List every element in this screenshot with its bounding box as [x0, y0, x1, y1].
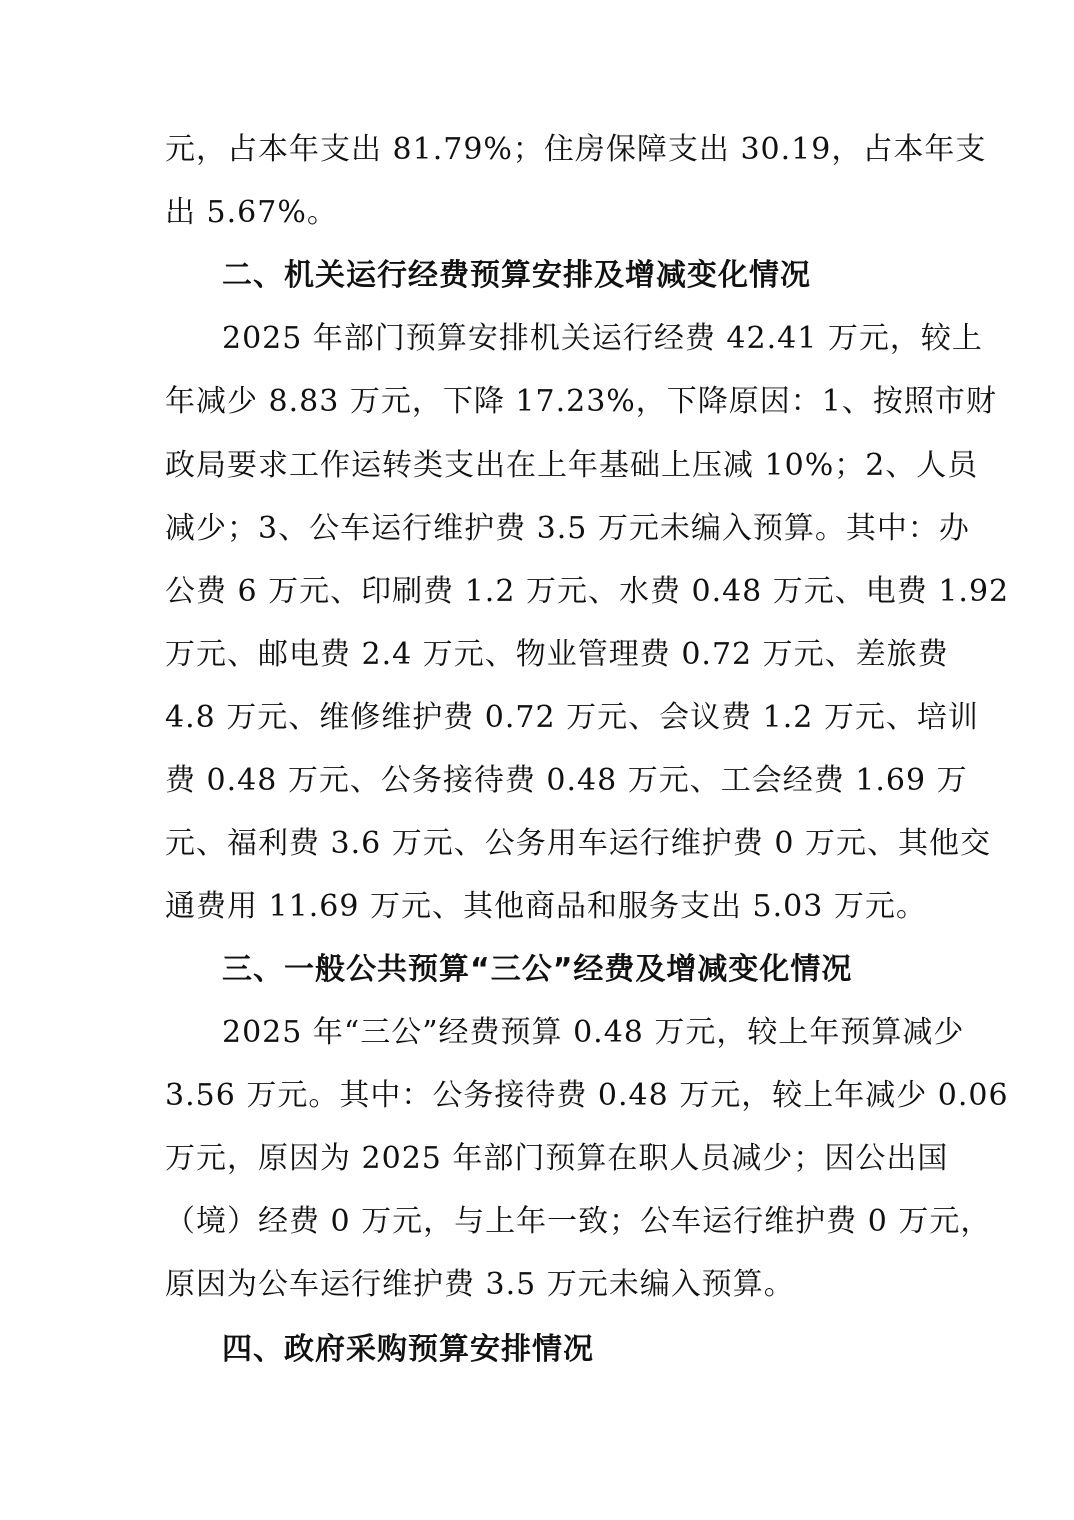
paragraph-line: （境）经费 0 万元，与上年一致；公车运行维护费 0 万元， — [165, 1204, 992, 1239]
paragraph-line: 公费 6 万元、印刷费 1.2 万元、水费 0.48 万元、电费 1.92 — [165, 574, 1010, 609]
paragraph-line: 通费用 11.69 万元、其他商品和服务支出 5.03 万元。 — [165, 889, 927, 924]
paragraph-line: 元，占本年支出 81.79%；住房保障支出 30.19，占本年支 — [165, 132, 987, 167]
paragraph-line: 万元、邮电费 2.4 万元、物业管理费 0.72 万元、差旅费 — [165, 637, 949, 672]
section-heading-2: 二、机关运行经费预算安排及增减变化情况 — [222, 258, 811, 293]
paragraph-line: 政局要求工作运转类支出在上年基础上压减 10%；2、人员 — [165, 448, 979, 483]
paragraph-line: 年减少 8.83 万元，下降 17.23%，下降原因：1、按照市财 — [165, 384, 997, 419]
paragraph-line: 原因为公车运行维护费 3.5 万元未编入预算。 — [165, 1267, 795, 1302]
paragraph-line: 2025 年部门预算安排机关运行经费 42.41 万元，较上 — [222, 321, 983, 356]
paragraph-line: 3.56 万元。其中：公务接待费 0.48 万元，较上年减少 0.06 — [165, 1078, 1009, 1113]
paragraph-line: 出 5.67%。 — [165, 195, 338, 230]
section-heading-4: 四、政府采购预算安排情况 — [222, 1332, 594, 1367]
paragraph-line: 万元，原因为 2025 年部门预算在职人员减少；因公出国 — [165, 1141, 949, 1176]
paragraph-line: 减少；3、公车运行维护费 3.5 万元未编入预算。其中：办 — [165, 511, 970, 546]
paragraph-line: 2025 年“三公”经费预算 0.48 万元，较上年预算减少 — [222, 1015, 965, 1050]
section-heading-3: 三、一般公共预算“三公”经费及增减变化情况 — [222, 952, 853, 987]
paragraph-line: 4.8 万元、维修维护费 0.72 万元、会议费 1.2 万元、培训 — [165, 700, 979, 735]
paragraph-line: 元、福利费 3.6 万元、公务用车运行维护费 0 万元、其他交 — [165, 826, 991, 861]
paragraph-line: 费 0.48 万元、公务接待费 0.48 万元、工会经费 1.69 万 — [165, 763, 968, 798]
